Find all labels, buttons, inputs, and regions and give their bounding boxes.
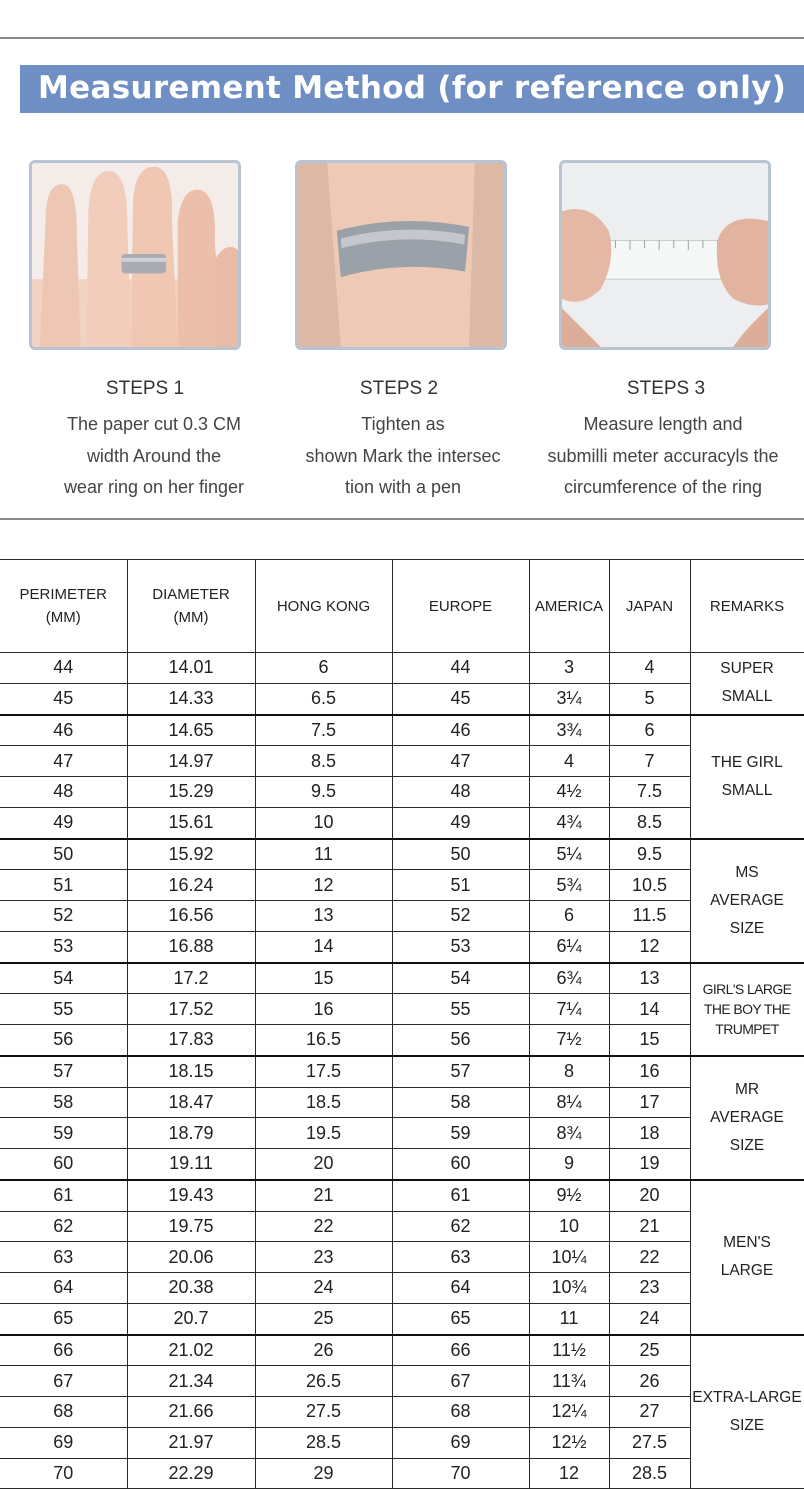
cell-japan: 13: [609, 963, 690, 994]
cell-america: 6¼: [529, 931, 609, 962]
table-row: [0, 653, 804, 684]
remarks-line: SMALL: [721, 781, 773, 799]
step2-line: Tighten as: [361, 414, 445, 434]
cell-europe: 61: [392, 1180, 529, 1211]
cell-america: 5¼: [529, 839, 609, 870]
table-row: [0, 1180, 804, 1211]
remarks-line: MR: [734, 1080, 760, 1098]
cell-japan: 12: [609, 931, 690, 962]
cell-perimeter: 51: [0, 870, 127, 901]
remarks-line: MEN'S: [723, 1234, 771, 1252]
cell-america: 10: [529, 1211, 609, 1242]
cell-japan: 16: [609, 1056, 690, 1087]
cell-perimeter: 56: [0, 1025, 127, 1056]
remarks-line: THE GIRL: [711, 753, 783, 771]
cell-hongkong: 20: [255, 1149, 392, 1180]
cell-perimeter: 62: [0, 1211, 127, 1242]
step1-line: The paper cut 0.3 CM: [66, 414, 242, 434]
remarks-line: SUPER: [720, 660, 774, 678]
cell-japan: 5: [609, 683, 690, 714]
cell-hongkong: 14: [255, 931, 392, 962]
cell-europe: 52: [392, 901, 529, 932]
cell-europe: 59: [392, 1118, 529, 1149]
remarks-line: AVERAGE: [710, 891, 784, 909]
cell-japan: 22: [609, 1242, 690, 1273]
cell-hongkong: 26: [255, 1335, 392, 1366]
table-row: [0, 1335, 804, 1366]
cell-europe: 49: [392, 807, 529, 838]
cell-japan: 21: [609, 1211, 690, 1242]
remarks-line: MS: [735, 863, 759, 881]
table-row: [0, 715, 804, 746]
cell-diameter: 19.11: [127, 1149, 255, 1180]
cell-hongkong: 22: [255, 1211, 392, 1242]
cell-diameter: 20.7: [127, 1303, 255, 1334]
cell-america: 11½: [529, 1335, 609, 1366]
cell-diameter: 15.92: [127, 839, 255, 870]
cell-perimeter: 48: [0, 777, 127, 808]
cell-europe: 53: [392, 931, 529, 962]
cell-hongkong: 9.5: [255, 777, 392, 808]
step3-line: submilli meter accuracyls the: [547, 445, 779, 466]
cell-remarks: [690, 1335, 804, 1489]
cell-europe: 46: [392, 715, 529, 746]
cell-america: 11: [529, 1303, 609, 1334]
cell-america: 4½: [529, 777, 609, 808]
cell-remarks: [690, 715, 804, 839]
table-row: [0, 777, 804, 808]
cell-hongkong: 16: [255, 994, 392, 1025]
header-hongkong: HONG KONG: [255, 560, 392, 653]
cell-remarks: [690, 1056, 804, 1180]
cell-japan: 18: [609, 1118, 690, 1149]
cell-america: 10¼: [529, 1242, 609, 1273]
cell-diameter: 15.61: [127, 807, 255, 838]
cell-diameter: 22.29: [127, 1458, 255, 1489]
cell-america: 12: [529, 1458, 609, 1489]
cell-perimeter: 63: [0, 1242, 127, 1273]
cell-europe: 67: [392, 1366, 529, 1397]
header-diameter: [127, 560, 255, 653]
cell-europe: 68: [392, 1397, 529, 1428]
step2-line: tion with a pen: [344, 477, 462, 497]
header-diameter-unit: (MM): [173, 609, 209, 626]
cell-japan: 17: [609, 1087, 690, 1118]
cell-europe: 57: [392, 1056, 529, 1087]
cell-america: 5¾: [529, 870, 609, 901]
cell-japan: 15: [609, 1025, 690, 1056]
cell-perimeter: 53: [0, 931, 127, 962]
step2-title: STEPS 2: [359, 378, 439, 399]
cell-america: 9½: [529, 1180, 609, 1211]
cell-hongkong: 16.5: [255, 1025, 392, 1056]
cell-hongkong: 18.5: [255, 1087, 392, 1118]
cell-japan: 20: [609, 1180, 690, 1211]
cell-europe: 66: [392, 1335, 529, 1366]
table-row: [0, 839, 804, 870]
table-row: [0, 1366, 804, 1397]
table-row: [0, 1056, 804, 1087]
cell-diameter: 17.83: [127, 1025, 255, 1056]
table-row: [0, 1087, 804, 1118]
cell-america: 8: [529, 1056, 609, 1087]
table-row: [0, 1149, 804, 1180]
cell-america: 7¼: [529, 994, 609, 1025]
cell-europe: 56: [392, 1025, 529, 1056]
cell-america: 8¾: [529, 1118, 609, 1149]
cell-america: 3¼: [529, 683, 609, 714]
table-body: [0, 653, 804, 1489]
cell-perimeter: 64: [0, 1273, 127, 1304]
cell-japan: 9.5: [609, 839, 690, 870]
remarks-line: AVERAGE: [710, 1108, 784, 1126]
cell-japan: 6: [609, 715, 690, 746]
cell-hongkong: 6.5: [255, 683, 392, 714]
cell-europe: 58: [392, 1087, 529, 1118]
cell-hongkong: 29: [255, 1458, 392, 1489]
table-row: [0, 901, 804, 932]
table-row: [0, 1397, 804, 1428]
step2-description: [268, 409, 538, 504]
cell-hongkong: 12: [255, 870, 392, 901]
cell-perimeter: 55: [0, 994, 127, 1025]
header-perimeter-unit: (MM): [45, 609, 81, 626]
cell-remarks: [690, 839, 804, 963]
remarks-line: SIZE: [729, 919, 765, 937]
cell-hongkong: 25: [255, 1303, 392, 1334]
table-row: [0, 746, 804, 777]
cell-america: 4¾: [529, 807, 609, 838]
cell-remarks: [690, 1180, 804, 1335]
cell-hongkong: 17.5: [255, 1056, 392, 1087]
cell-america: 8¼: [529, 1087, 609, 1118]
top-divider: [0, 37, 804, 39]
step1-title: STEPS 1: [105, 378, 185, 399]
cell-hongkong: 11: [255, 839, 392, 870]
cell-perimeter: 52: [0, 901, 127, 932]
cell-japan: 26: [609, 1366, 690, 1397]
cell-europe: 51: [392, 870, 529, 901]
remarks-line: EXTRA-LARGE: [692, 1388, 802, 1406]
cell-remarks: [690, 963, 804, 1056]
cell-japan: 8.5: [609, 807, 690, 838]
table-row: [0, 807, 804, 838]
header-japan: JAPAN: [609, 560, 690, 653]
cell-diameter: 21.02: [127, 1335, 255, 1366]
cell-japan: 11.5: [609, 901, 690, 932]
step3-description: [528, 409, 798, 504]
step3-photo: [559, 160, 771, 350]
step3-line: circumference of the ring: [563, 477, 763, 497]
cell-perimeter: 47: [0, 746, 127, 777]
cell-diameter: 18.15: [127, 1056, 255, 1087]
cell-diameter: 14.97: [127, 746, 255, 777]
cell-europe: 48: [392, 777, 529, 808]
table-row: [0, 994, 804, 1025]
cell-diameter: 14.65: [127, 715, 255, 746]
cell-remarks: [690, 653, 804, 715]
cell-europe: 50: [392, 839, 529, 870]
table-row: [0, 1458, 804, 1489]
cell-diameter: 17.52: [127, 994, 255, 1025]
header-perimeter: [0, 560, 127, 653]
cell-japan: 4: [609, 653, 690, 684]
cell-europe: 54: [392, 963, 529, 994]
table-row: [0, 1303, 804, 1334]
cell-perimeter: 45: [0, 683, 127, 714]
cell-america: 4: [529, 746, 609, 777]
cell-america: 6¾: [529, 963, 609, 994]
cell-america: 3¾: [529, 715, 609, 746]
cell-diameter: 17.2: [127, 963, 255, 994]
table-row: [0, 1118, 804, 1149]
cell-europe: 44: [392, 653, 529, 684]
step3-title: STEPS 3: [626, 378, 706, 399]
cell-japan: 7.5: [609, 777, 690, 808]
cell-perimeter: 68: [0, 1397, 127, 1428]
cell-perimeter: 70: [0, 1458, 127, 1489]
cell-perimeter: 58: [0, 1087, 127, 1118]
cell-diameter: 21.34: [127, 1366, 255, 1397]
cell-perimeter: 54: [0, 963, 127, 994]
table-row: [0, 1273, 804, 1304]
section-divider: [0, 518, 804, 520]
cell-hongkong: 26.5: [255, 1366, 392, 1397]
cell-diameter: 21.97: [127, 1427, 255, 1458]
cell-hongkong: 21: [255, 1180, 392, 1211]
cell-europe: 62: [392, 1211, 529, 1242]
cell-hongkong: 24: [255, 1273, 392, 1304]
cell-perimeter: 44: [0, 653, 127, 684]
cell-europe: 64: [392, 1273, 529, 1304]
cell-japan: 23: [609, 1273, 690, 1304]
table-row: [0, 1242, 804, 1273]
remarks-line: SIZE: [729, 1416, 765, 1434]
cell-diameter: 16.24: [127, 870, 255, 901]
cell-japan: 19: [609, 1149, 690, 1180]
cell-europe: 47: [392, 746, 529, 777]
cell-perimeter: 61: [0, 1180, 127, 1211]
cell-japan: 14: [609, 994, 690, 1025]
cell-diameter: 20.38: [127, 1273, 255, 1304]
cell-japan: 25: [609, 1335, 690, 1366]
cell-perimeter: 67: [0, 1366, 127, 1397]
header-europe: EUROPE: [392, 560, 529, 653]
table-row: [0, 683, 804, 714]
cell-europe: 60: [392, 1149, 529, 1180]
cell-hongkong: 23: [255, 1242, 392, 1273]
ring-size-table: [0, 559, 804, 1489]
cell-japan: 24: [609, 1303, 690, 1334]
cell-america: 11¾: [529, 1366, 609, 1397]
table-row: [0, 1427, 804, 1458]
header-america: AMERICA: [529, 560, 609, 653]
cell-perimeter: 66: [0, 1335, 127, 1366]
cell-america: 3: [529, 653, 609, 684]
header-diameter-label: DIAMETER: [152, 586, 230, 603]
cell-hongkong: 27.5: [255, 1397, 392, 1428]
cell-europe: 69: [392, 1427, 529, 1458]
cell-america: 10¾: [529, 1273, 609, 1304]
cell-diameter: 14.33: [127, 683, 255, 714]
cell-hongkong: 13: [255, 901, 392, 932]
step1-line: width Around the: [86, 445, 222, 466]
remarks-line: LARGE: [720, 1262, 774, 1280]
cell-japan: 28.5: [609, 1458, 690, 1489]
remarks-line: GIRL'S LARGE: [702, 981, 792, 998]
table-row: [0, 931, 804, 962]
table-row: [0, 963, 804, 994]
cell-hongkong: 8.5: [255, 746, 392, 777]
cell-perimeter: 60: [0, 1149, 127, 1180]
title-banner: [20, 65, 804, 113]
cell-hongkong: 7.5: [255, 715, 392, 746]
cell-perimeter: 59: [0, 1118, 127, 1149]
cell-hongkong: 10: [255, 807, 392, 838]
step2-line: shown Mark the intersec: [305, 445, 501, 466]
cell-japan: 10.5: [609, 870, 690, 901]
cell-diameter: 18.47: [127, 1087, 255, 1118]
cell-diameter: 14.01: [127, 653, 255, 684]
cell-hongkong: 28.5: [255, 1427, 392, 1458]
cell-japan: 27.5: [609, 1427, 690, 1458]
cell-diameter: 16.56: [127, 901, 255, 932]
cell-japan: 7: [609, 746, 690, 777]
cell-diameter: 18.79: [127, 1118, 255, 1149]
table-row: [0, 870, 804, 901]
cell-diameter: 21.66: [127, 1397, 255, 1428]
table-row: [0, 1025, 804, 1056]
cell-perimeter: 57: [0, 1056, 127, 1087]
remarks-line: TRUMPET: [715, 1021, 779, 1038]
cell-diameter: 20.06: [127, 1242, 255, 1273]
cell-america: 12½: [529, 1427, 609, 1458]
cell-europe: 45: [392, 683, 529, 714]
step1-photo: [29, 160, 241, 350]
remarks-line: SIZE: [729, 1136, 765, 1154]
table-row: [0, 1211, 804, 1242]
step2-photo: [295, 160, 507, 350]
cell-america: 9: [529, 1149, 609, 1180]
cell-europe: 63: [392, 1242, 529, 1273]
cell-hongkong: 19.5: [255, 1118, 392, 1149]
cell-diameter: 19.75: [127, 1211, 255, 1242]
cell-perimeter: 49: [0, 807, 127, 838]
cell-europe: 65: [392, 1303, 529, 1334]
cell-hongkong: 6: [255, 653, 392, 684]
table-header-row: [0, 560, 804, 653]
cell-perimeter: 69: [0, 1427, 127, 1458]
cell-perimeter: 50: [0, 839, 127, 870]
remarks-line: THE BOY THE: [703, 1001, 791, 1018]
header-remarks: REMARKS: [690, 560, 804, 653]
cell-america: 12¼: [529, 1397, 609, 1428]
banner-title: Measurement Method (for reference only): [38, 70, 787, 106]
step3-line: Measure length and: [583, 414, 743, 434]
cell-america: 6: [529, 901, 609, 932]
cell-diameter: 15.29: [127, 777, 255, 808]
header-perimeter-label: PERIMETER: [19, 586, 107, 603]
cell-diameter: 16.88: [127, 931, 255, 962]
cell-diameter: 19.43: [127, 1180, 255, 1211]
step1-description: [19, 409, 289, 504]
cell-japan: 27: [609, 1397, 690, 1428]
remarks-line: SMALL: [721, 688, 773, 706]
step1-line: wear ring on her finger: [63, 477, 245, 497]
cell-europe: 55: [392, 994, 529, 1025]
cell-europe: 70: [392, 1458, 529, 1489]
cell-perimeter: 46: [0, 715, 127, 746]
cell-hongkong: 15: [255, 963, 392, 994]
cell-america: 7½: [529, 1025, 609, 1056]
cell-perimeter: 65: [0, 1303, 127, 1334]
